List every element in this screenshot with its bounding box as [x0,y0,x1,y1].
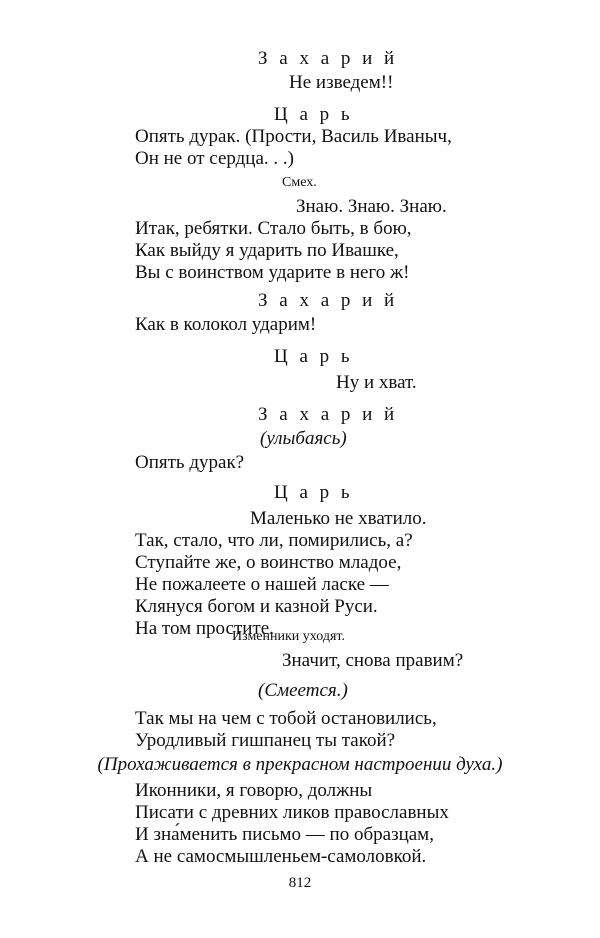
verse-line: Итак, ребятки. Стало быть, в бою, [135,218,412,239]
speaker-name: З а х а р и й [258,48,398,69]
stage-direction: Изменники уходят. [232,629,345,644]
verse-line: Клянуся богом и казной Руси. [135,596,378,617]
speaker-name: З а х а р и й [258,404,398,425]
verse-line: Маленько не хватило. [250,508,427,529]
verse-line: Опять дурак. (Прости, Василь Иваныч, [135,126,452,147]
stage-direction: (Прохаживается в прекрасном настроении духа.) [97,754,503,775]
speaker-name: Ц а р ь [274,104,354,125]
verse-line: Ступайте же, о воинство младое, [135,552,402,573]
verse-line: Как выйду я ударить по Ивашке, [135,240,399,261]
stage-direction: (улыбаясь) [260,428,347,449]
speaker-name: Ц а р ь [274,346,354,367]
stage-direction: (Смеется.) [258,680,348,701]
stage-direction: Смех. [282,175,317,190]
verse-line: Ну и хват. [336,372,417,393]
verse-line: Как в колокол ударим! [135,314,317,335]
verse-line: И зна́менить письмо — по образцам, [135,824,434,845]
verse-line: Иконники, я говорю, должны [135,780,373,801]
verse-line: Писати с древних ликов православных [135,802,449,823]
verse-line: Уродливый гишпанец ты такой? [135,730,396,751]
speaker-name: Ц а р ь [274,482,354,503]
verse-line: Знаю. Знаю. Знаю. [296,196,447,217]
verse-line: Так мы на чем с тобой остановились, [135,708,437,729]
verse-line: Вы с воинством ударите в него ж! [135,262,410,283]
verse-line: На том простите. [135,618,274,639]
verse-line: А не самосмышленьем-самоловкой. [135,846,427,867]
verse-line: Не пожалеете о нашей ласке — [135,574,389,595]
verse-line: Опять дурак? [135,452,245,473]
verse-line: Он не от сердца. . .) [135,148,294,169]
speaker-name: З а х а р и й [258,290,398,311]
verse-line: Значит, снова правим? [282,650,464,671]
verse-line: Так, стало, что ли, помирились, а? [135,530,413,551]
verse-line: Не изведем!! [289,72,394,93]
page-number: 812 [288,875,312,891]
